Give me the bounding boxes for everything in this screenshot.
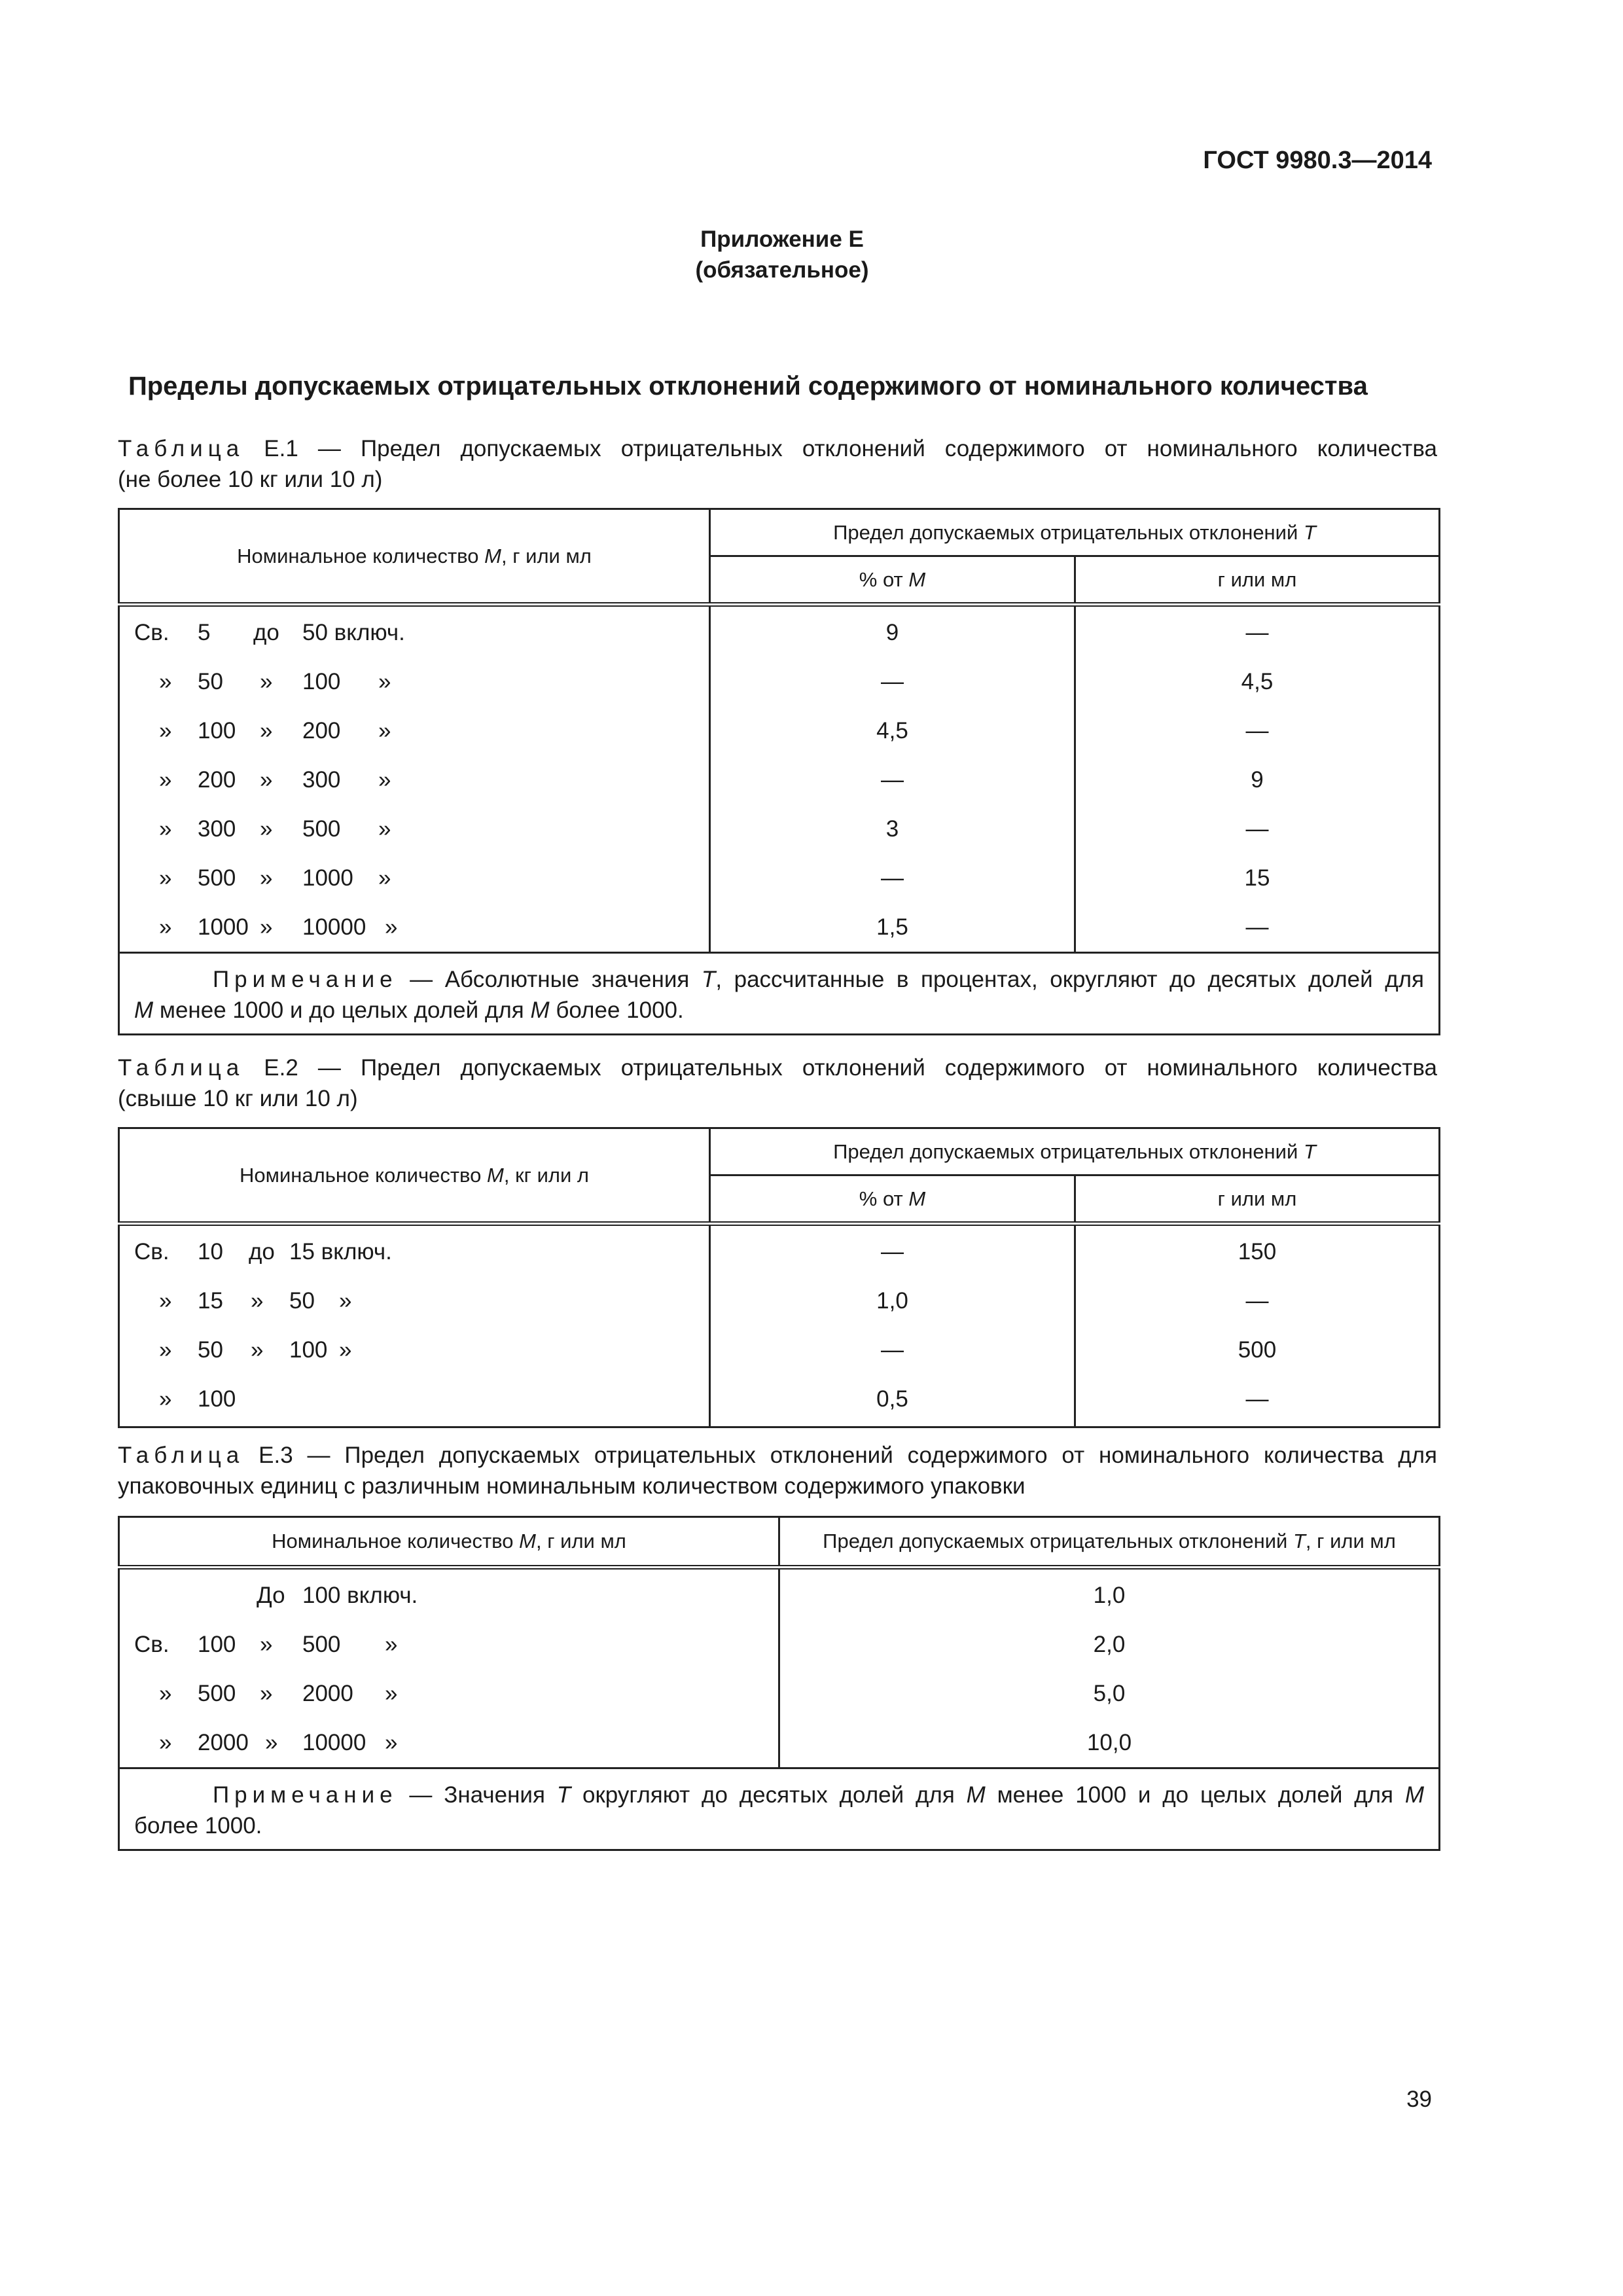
table-cell: 4,5 [876,718,908,744]
table3-value-column [779,1568,1440,1768]
appendix-heading [0,224,1564,285]
page-number: 39 [1406,2087,1432,2112]
table2-percent-column [710,1224,1075,1427]
table-cell: 4,5 [1241,669,1274,694]
table-cell: — [1245,1386,1269,1412]
table-cell: 9 [885,620,899,645]
table-cell: — [1245,816,1269,842]
table1-caption [118,433,1437,495]
table-cell: 0,5 [876,1386,908,1412]
column-header-units: г или мл [1075,556,1440,605]
section-title: Пределы допускаемых отрицательных отклонений содержимого от номинального количества [128,372,1368,401]
table-caption-text: Е.1 — Предел допускаемых отрицательных отклонений содержимого от номинального количества [264,436,1437,461]
table-caption-word: Таблица [118,436,245,461]
table-row: » 100 » 200 » [159,718,391,744]
table1-percent-column [710,605,1075,953]
table2-caption [118,1052,1437,1114]
table1 [118,508,1440,1035]
table-cell: 2,0 [1093,1632,1126,1657]
table-row: » 1000 » 10000 » [159,914,398,940]
table-cell: — [881,865,904,891]
table-caption-word: Таблица [118,1055,245,1081]
table-row: » 100 [159,1386,236,1412]
table-row: » 500 » 2000 » [159,1681,398,1706]
table-cell: — [1245,914,1269,940]
table2 [118,1127,1440,1428]
table-row: » 2000 » 10000 » [159,1730,398,1755]
column-header-units: г или мл [1075,1175,1440,1224]
table-cell: 500 [1238,1337,1277,1363]
table1-nominal-column [119,605,710,953]
table-row: » 500 » 1000 » [159,865,391,891]
table-cell: — [881,1239,904,1265]
table-row: Св. 5 до 50 включ. [134,620,405,645]
table-cell: 10,0 [1086,1730,1132,1755]
table-row: До 100 включ. [257,1583,418,1608]
column-header-nominal: Номинальное количество M, г или мл [119,1517,779,1568]
table-caption-text-cont: упаковочных единиц с различным номинальным количеством содержимого упаковки [118,1473,1026,1499]
table3-caption [118,1440,1437,1501]
table-cell: 1,0 [876,1288,908,1314]
table2-nominal-column [119,1224,710,1427]
note-label: Примечание [213,1782,398,1808]
column-header-nominal: Номинальное количество M, кг или л [119,1128,710,1224]
table-cell: — [1245,620,1269,645]
column-header-percent: % от M [710,1175,1075,1224]
table-cell: 9 [1251,767,1264,793]
table-row: » 15 » 50 » [159,1288,352,1314]
table-cell: 15 [1244,865,1270,891]
table-cell: 5,0 [1093,1681,1126,1706]
table-cell: — [881,1337,904,1363]
column-header-limit: Предел допускаемых отрицательных отклонений T, г или мл [779,1517,1440,1568]
table-caption-word: Таблица [118,1443,245,1468]
column-header-nominal: Номинальное количество M, г или мл [119,509,710,605]
table-row: Св. 10 до 15 включ. [134,1239,392,1265]
table-cell: 1,0 [1093,1583,1126,1608]
column-header-percent: % от M [710,556,1075,605]
table-cell: — [1245,1288,1269,1314]
document-code: ГОСТ 9980.3—2014 [1203,147,1432,174]
note-label: Примечание [213,967,398,992]
table-row: » 200 » 300 » [159,767,391,793]
table3 [118,1516,1440,1851]
table-cell: 1,5 [876,914,908,940]
table-cell: 150 [1238,1239,1277,1265]
table-caption-text: Е.2 — Предел допускаемых отрицательных отклонений содержимого от номинального количества [264,1055,1437,1081]
column-header-limit: Предел допускаемых отрицательных отклонений T [710,509,1440,556]
table3-nominal-column [119,1568,779,1768]
table-row: » 50 » 100 » [159,1337,352,1363]
table-caption-text-cont: (свыше 10 кг или 10 л) [118,1086,358,1111]
table-row: » 50 » 100 » [159,669,391,694]
table2-units-column [1075,1224,1440,1427]
table1-units-column [1075,605,1440,953]
table-cell: — [1245,718,1269,744]
table-cell: — [881,669,904,694]
table-row: Св. 100 » 500 » [134,1632,398,1657]
table-row: » 300 » 500 » [159,816,391,842]
column-header-limit: Предел допускаемых отрицательных отклонений T [710,1128,1440,1175]
table1-note: Примечание — Абсолютные значения T, рассчитанные в процентах, округляют до десятых долей для M менее 1000 и до целых долей для M более 1000. [119,953,1440,1035]
table-cell: — [881,767,904,793]
table-caption-text-cont: (не более 10 кг или 10 л) [118,467,383,492]
table3-note: Примечание — Значения T округляют до десятых долей для M менее 1000 и до целых долей для M более 1000. [119,1768,1440,1850]
table-caption-text: Е.3 — Предел допускаемых отрицательных отклонений содержимого от номинального количества для [259,1443,1437,1468]
table-cell: 3 [885,816,899,842]
appendix-title: Приложение Е [700,226,864,252]
appendix-status: (обязательное) [695,257,869,283]
